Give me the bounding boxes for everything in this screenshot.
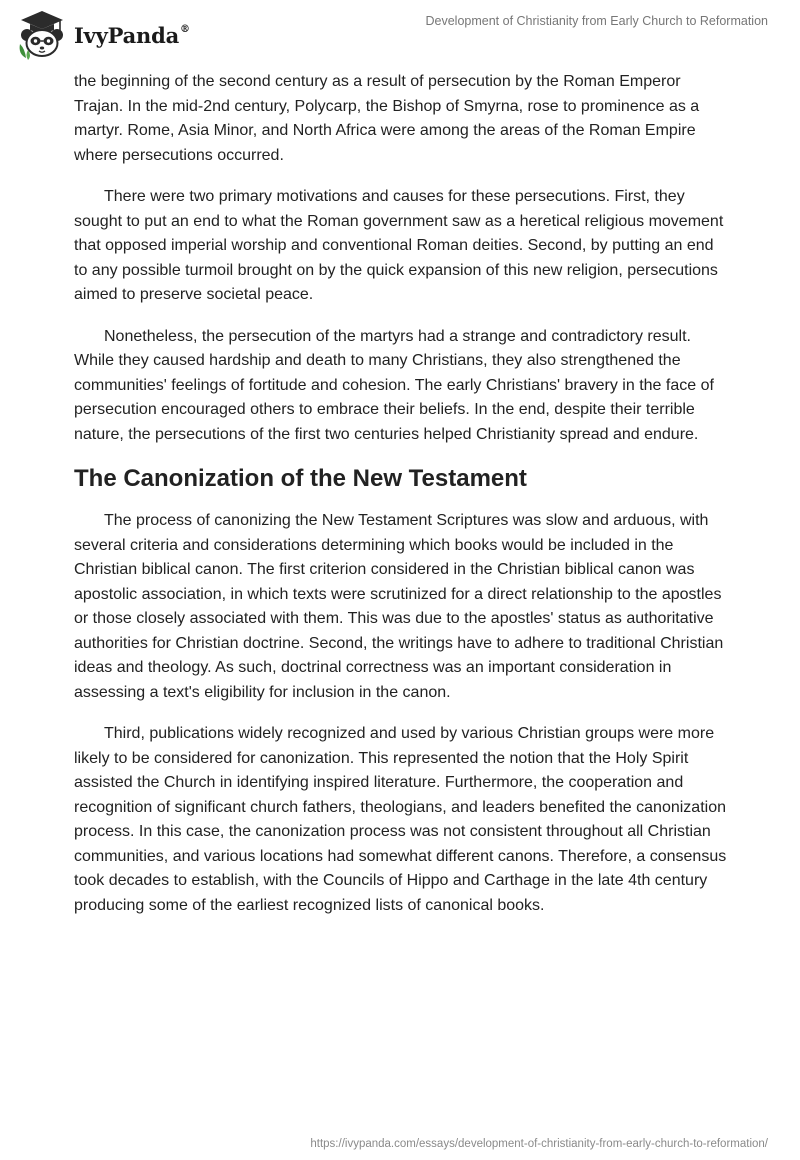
page-header: [0, 0, 800, 70]
paragraph-persecution-continuation: the beginning of the second century as a result of persecution by the Roman Emperor Trajan. In the mid-2nd century, Polycarp, the Bishop of Smyrna, rose to prominence as a martyr. Rome, Asia Minor, and North Africa were among the areas of the Roman Empire where persecutions occurred.: [74, 73, 700, 164]
paragraph-canonization-criteria: The process of canonizing the New Testament Scriptures was slow and arduous, with several criteria and considerations determining which books would be included in the Christian biblical canon. The first criterion considered in the Christian biblical canon was apostolic association, in which texts were scrutinized for a direct relationship to the apostles or those closely associated with them. This was due to the apostles' status as authoritative authorities for Christian doctrine. Second, the writings have to adhere to traditional Christian ideas and theology. As such, doctrinal correctness was an important consideration in assessing a text's eligibility for inclusion in the canon.: [74, 512, 724, 701]
ivypanda-logo[interactable]: [16, 8, 190, 60]
logo-wordmark: IvyPanda®: [74, 22, 190, 48]
registered-mark: ®: [180, 23, 190, 35]
document-title: Development of Christianity from Early Church to Reformation: [425, 14, 768, 28]
section-heading-canonization: The Canonization of the New Testament: [74, 465, 527, 492]
panda-graduate-icon: [16, 8, 68, 60]
essay-body: [74, 70, 728, 935]
paragraph-persecution-result: Nonetheless, the persecution of the martyrs had a strange and contradictory result. While they caused hardship and death to many Christians, they also strengthened the communities' feelings of fortitude and cohesion. The early Christians' bravery in the face of persecution encouraged others to embrace their beliefs. In the end, despite their terrible nature, the persecutions of the first two centuries helped Christianity spread and endure.: [74, 327, 714, 443]
source-url[interactable]: https://ivypanda.com/essays/development-of-christianity-from-early-church-to-reformation/: [310, 1138, 768, 1150]
paragraph-canonization-recognition: Third, publications widely recognized and used by various Christian groups were more likely to be considered for canonization. This represented the notion that the Holy Spirit assisted the Church in identifying inspired literature. Furthermore, the cooperation and recognition of significant church fathers, theologians, and leaders benefited the canonization process. In this case, the canonization process was not consistent throughout all Christian communities, and various locations had somewhat different canons. Therefore, a consensus took decades to establish, with the Councils of Hippo and Carthage in the late 4th century producing some of the earliest recognized lists of canonical books.: [74, 725, 727, 914]
paragraph-persecution-motivations: There were two primary motivations and causes for these persecutions. First, they sought to put an end to what the Roman government saw as a heretical religious movement that opposed imperial worship and conventional Roman deities. Second, by putting an end to any possible turmoil brought on by the quick expansion of this new religion, persecutions aimed to preserve societal peace.: [74, 188, 724, 303]
